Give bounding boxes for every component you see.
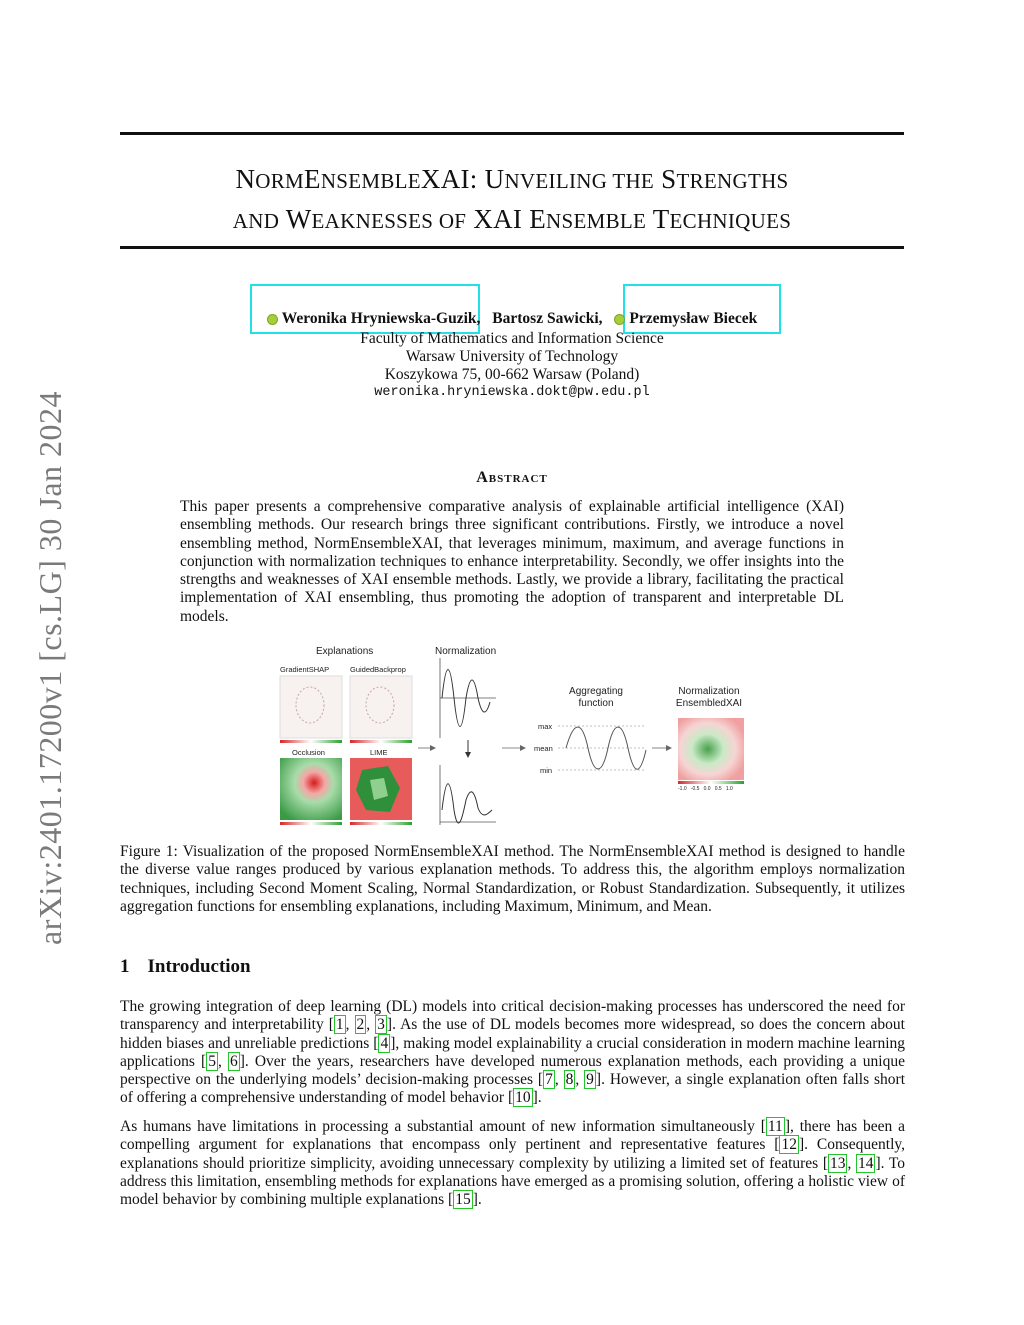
paragraph-text: ]. Over the years, researchers have developed numerous explanation methods, each providing a unique perspective on the underlying models’ decision-making processes [ [120,1052,905,1089]
university: Warsaw University of Technology [405,348,619,365]
paragraph-text: ], making model explainability a crucial consideration in modern machine learning applications [ [120,1034,906,1070]
paragraph-text: , [554,1071,564,1089]
figure-caption: Figure 1: Visualization of the proposed NormEnsembleXAI method. The NormEnsembleXAI method is designed to handle the diverse value ranges produced by various explanation methods. To address this, the algorithm employs normalization techniques, including Second Moment Scaling, Normal Standardization, or Robust Standardization. Subsequently, it utilizes aggregation functions for ensembling explanations, including Maximum, Minimum, and Mean. [120,843,905,915]
gradientshap-map [280,676,342,743]
paragraph [120,998,905,1108]
paragraph-text: ], there has been a compelling argument for explanations that encompass only pertinent and representative features [ [120,1118,905,1154]
paragraph-text: , [366,1016,376,1034]
author[interactable] [614,310,757,328]
paragraph-text: ]. [532,1089,542,1107]
colorbar-tick: 1.0 [725,786,733,792]
citation-link[interactable]: 1 [335,1016,344,1034]
title-text: AND [232,209,280,233]
email[interactable]: weronika.hryniewska.dokt@pw.edu.pl [374,385,650,400]
title-text: XAI E [466,204,547,234]
bottom-rule [120,246,904,249]
normalization-plot-top [440,658,496,738]
citation-link[interactable]: 9 [586,1071,594,1089]
title-text: XAI: U [420,164,505,194]
title-line-1 [120,160,904,200]
author-name: Przemysław Biecek [629,310,758,327]
section-heading [120,956,251,978]
paper-title [120,160,904,240]
author-name: Bartosz Sawicki [492,310,599,327]
paragraph-text: , [847,1154,856,1172]
arrow-head [666,745,672,751]
level-max: max [538,722,553,731]
abstract-text: This paper presents a comprehensive comparative analysis of explainable artificial intelligence (XAI) ensembling methods. Our research brings three significant contributions. Firstly, we introduce a novel ensembling method, NormEnsembleXAI, that leverages minimum, maximum, and average functions in conjunction with normalization techniques to enhance interpretability. Secondly, we offer insights into the strengths and weaknesses of XAI ensemble methods. Lastly, we provide a library, facilitating the practical implementation of XAI ensembling, thus promoting the adoption of transparent and interpretable DL models. [180,498,844,625]
colorbar-tick: 0.5 [714,786,722,792]
figure-graphics [270,640,760,830]
paragraph-text: ]. As the use of DL models becomes more widespread, so does the concern about hidden biases and unreliable predictions [ [120,1016,905,1052]
citation-link[interactable]: 10 [515,1089,531,1107]
map-label: GradientSHAP [280,665,330,674]
map-label: LIME [370,748,388,757]
citation-link[interactable]: 12 [781,1136,797,1154]
paragraph [120,1118,905,1209]
guidedbackprop-map [350,676,412,743]
orcid-icon [614,314,625,325]
author [492,310,602,328]
arrow-head [520,745,526,751]
title-text: S [654,164,677,194]
citation-link[interactable]: 11 [767,1118,783,1135]
citation-link[interactable]: 2 [356,1016,365,1034]
title-text: TRENGTHS [676,169,789,193]
title-text: T [646,204,670,234]
normalization-plot-bottom [440,765,496,825]
colorbar-tick: -0.5 [690,786,700,792]
map-label: GuidedBackprop [350,665,406,674]
title-text: W [279,204,312,234]
citation-link[interactable]: 7 [545,1071,553,1089]
title-text: NSEMBLE [320,169,421,193]
author-sep: , [598,310,603,327]
citation-link[interactable]: 13 [829,1154,846,1172]
citation-link[interactable]: 14 [857,1154,874,1172]
title-text: NVEILING THE [504,169,655,193]
result-label: Normalization EnsembledXAI [675,686,743,709]
level-mean: mean [534,744,553,753]
paragraph-text: ]. However, a single explanation often falls short of offering a comprehensive understanding of model behavior [ [120,1071,906,1107]
paragraph-text: , [575,1071,585,1089]
citation-link[interactable]: 3 [377,1016,385,1034]
down-arrow-head [465,752,471,758]
title-text: E [304,164,321,194]
title-text: ECHNIQUES [669,209,792,233]
citation-link[interactable]: 15 [455,1191,471,1209]
colorbar-tick: -1.0 [678,786,687,792]
author[interactable] [267,310,481,328]
paragraph-text: ]. To address this limitation, ensembling methods for explanations have emerged as a promising solution, offering a holistic view of model behavior by combining multiple explanations [ [120,1154,905,1209]
arrow-head [430,745,436,751]
author-sep: , [476,310,481,327]
title-text: N [235,164,256,194]
figure-1 [270,640,760,830]
orcid-icon [267,314,278,325]
author-list [120,310,904,328]
address: Koszykowa 75, 00-662 Warsaw (Poland) [384,366,640,383]
normalization-label: Normalization [435,646,497,657]
author-name: Weronika Hryniewska-Guzik [281,310,477,327]
paragraph-text: As humans have limitations in processing a substantial amount of new information simultaneously [ [120,1118,766,1135]
arxiv-identifier[interactable]: arXiv:2401.17200v1 [cs.LG] 30 Jan 2024 [32,390,68,945]
aggregating-plot [558,726,646,770]
title-text: NSEMBLE [546,209,647,233]
map-label: Occlusion [292,748,325,757]
explanations-label: Explanations [316,646,374,657]
section-number: 1 [120,956,130,977]
paragraph-text: The growing integration of deep learning (DL) models into critical decision-making processes has underscored the need for transparency and interpretability [ [120,998,905,1034]
citation-link[interactable]: 6 [229,1052,238,1070]
lime-map [350,758,412,825]
colorbar-tick: 0.0 [703,786,711,792]
title-line-2 [120,200,904,240]
level-min: min [540,766,553,775]
paragraph-text: , [217,1052,228,1070]
title-text: EAKNESSES OF [311,209,467,233]
paragraph-text: ]. Consequently, explanations should prioritize simplicity, avoiding unnecessary complexity by utilizing a limited set of features [ [120,1136,905,1172]
citation-link[interactable]: 5 [208,1052,216,1070]
paragraph-text: , [345,1016,355,1034]
aggregating-label: Aggregating function [569,686,623,709]
citation-link[interactable]: 8 [565,1071,574,1089]
paragraph-text: ]. [472,1191,482,1209]
citation-link[interactable]: 4 [380,1034,389,1052]
abstract-heading: Abstract [476,469,548,486]
title-text: ORM [255,169,305,193]
affiliation [120,330,904,402]
section-title: Introduction [147,956,251,977]
faculty: Faculty of Mathematics and Information Science [360,330,664,347]
result-map [678,718,744,784]
occlusion-map [280,758,342,825]
top-rule [120,132,904,135]
